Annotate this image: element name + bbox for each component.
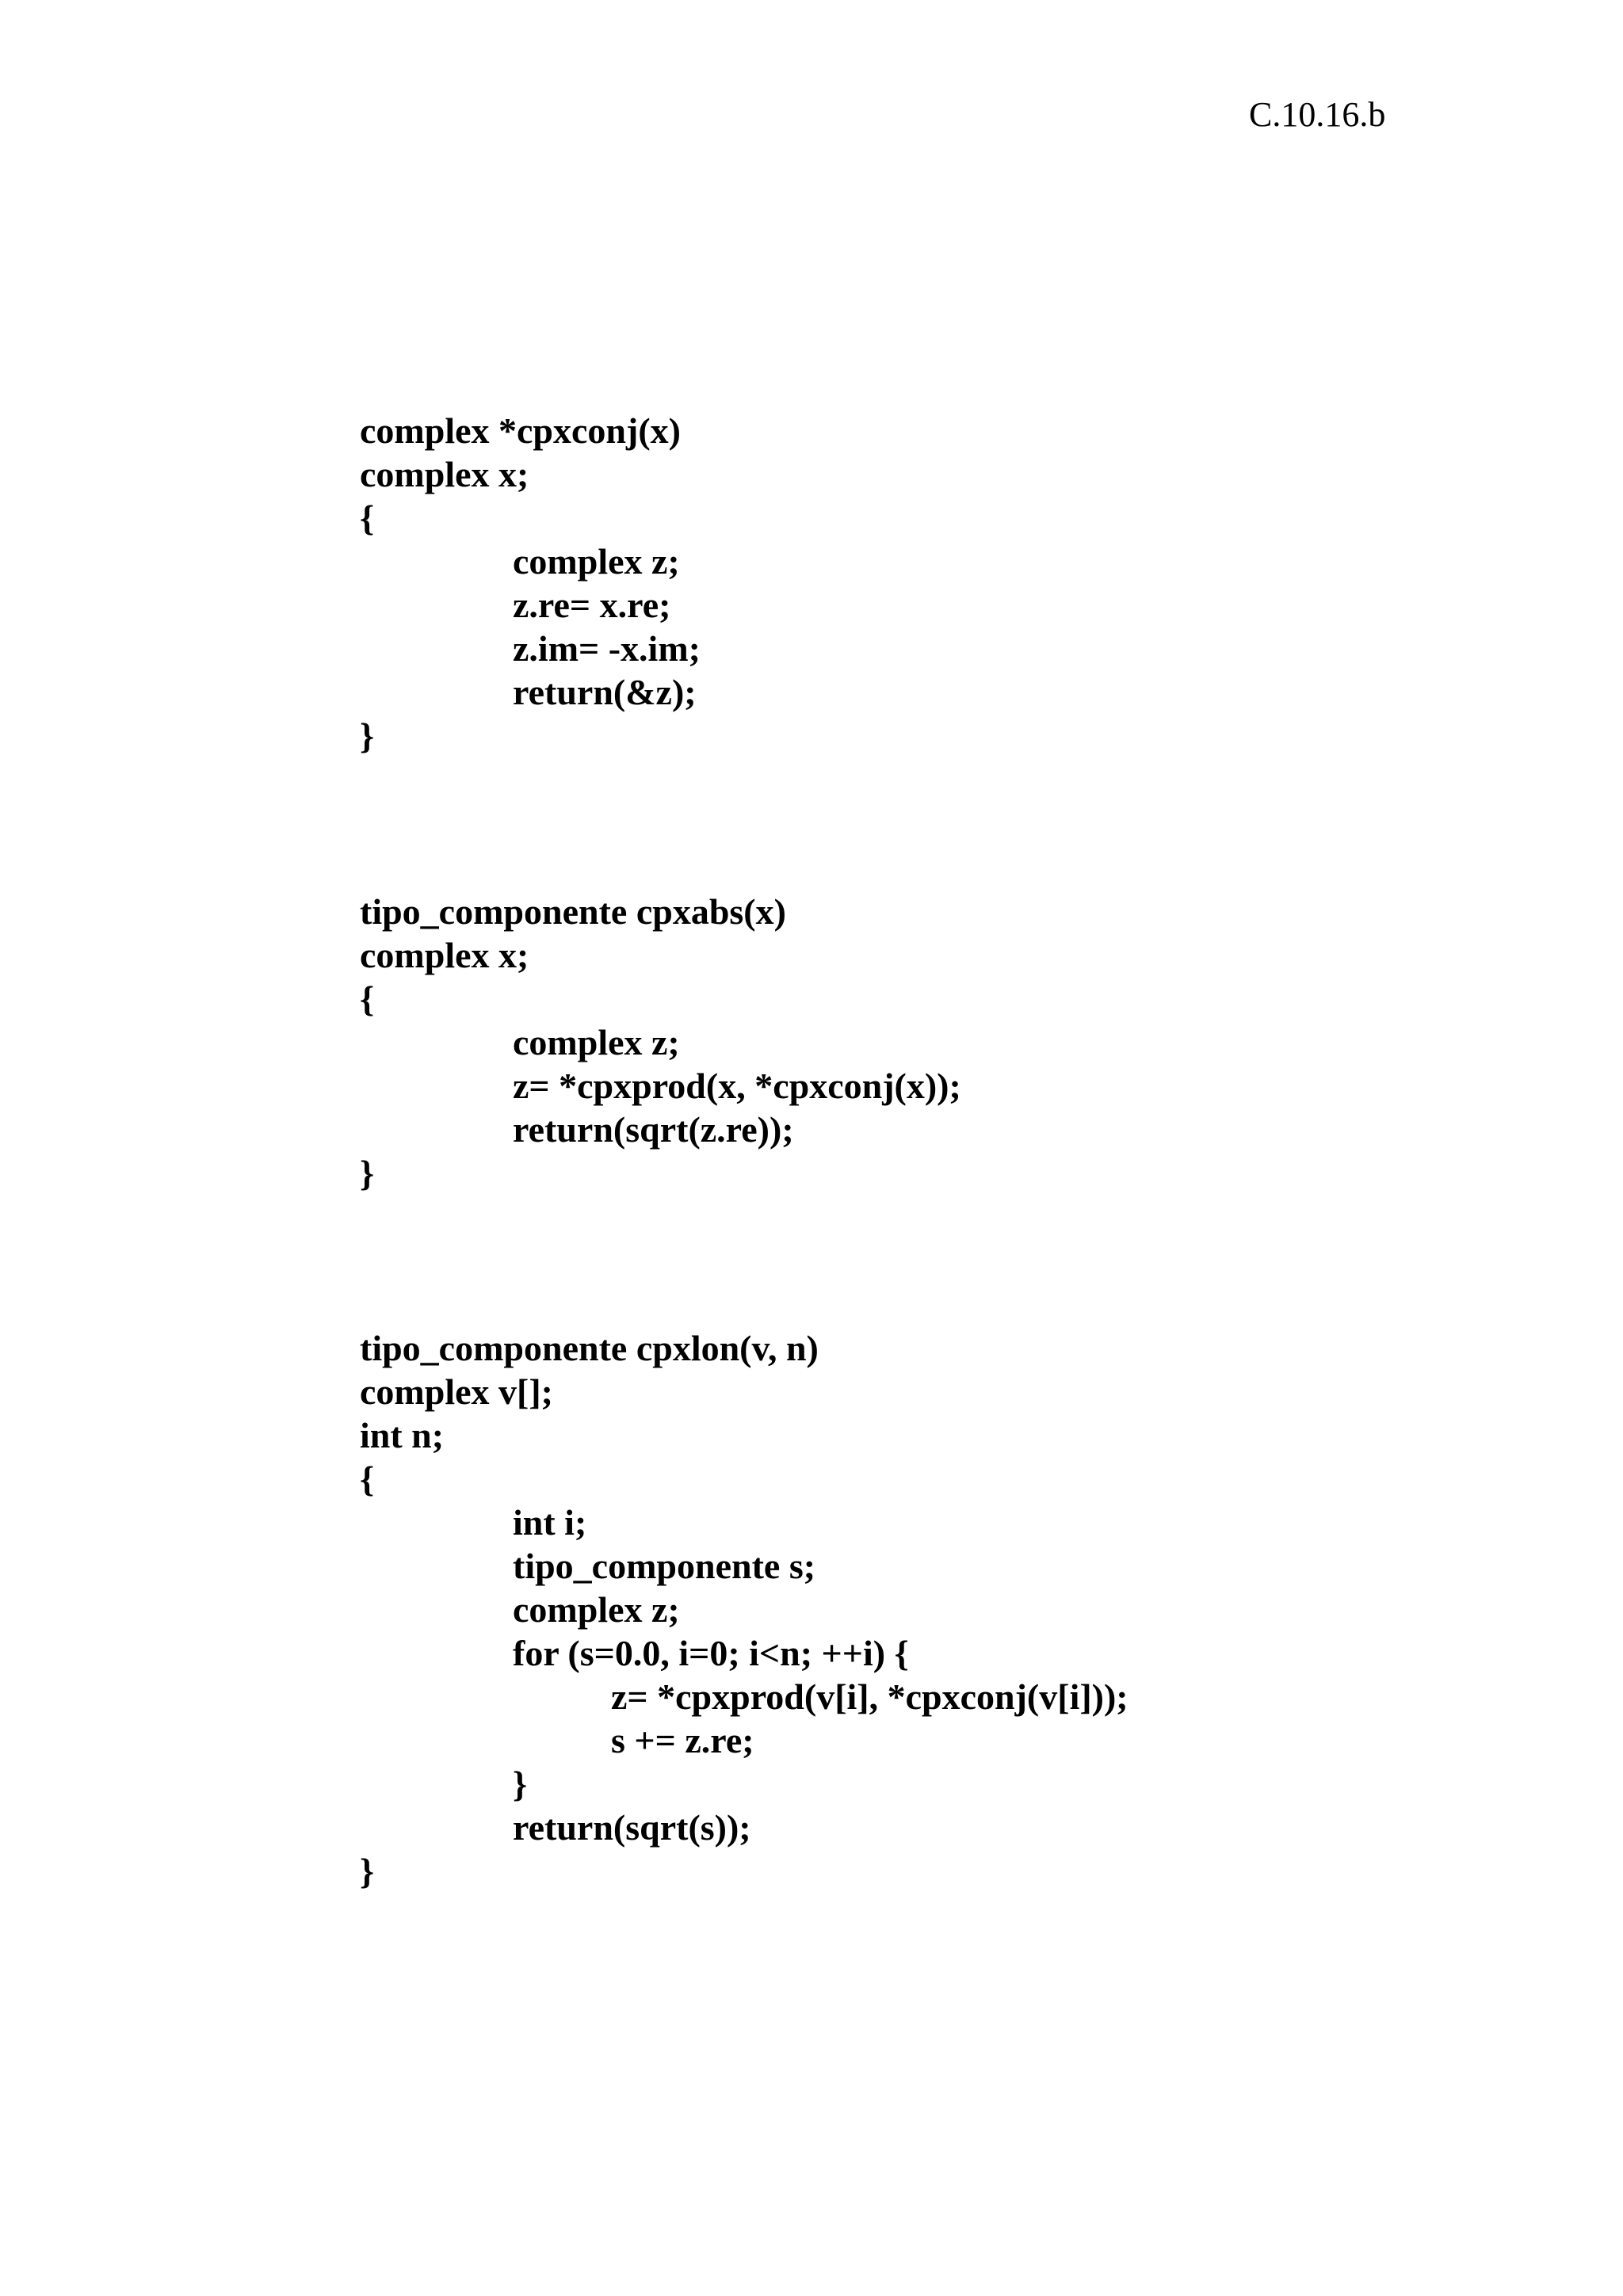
page-reference: C.10.16.b — [1249, 95, 1386, 134]
code-line: z= *cpxprod(x, *cpxconj(x)); — [513, 1066, 961, 1106]
code-line: } — [360, 715, 375, 756]
code-line: } — [360, 1153, 375, 1193]
code-line: return(sqrt(s)); — [513, 1807, 751, 1848]
code-line: return(sqrt(z.re)); — [513, 1109, 794, 1150]
code-line: complex *cpxconj(x) — [360, 410, 681, 451]
code-line: tipo_componente cpxabs(x) — [360, 891, 786, 932]
code-line: int i; — [513, 1502, 587, 1543]
code-line: complex x; — [360, 454, 529, 494]
code-line: tipo_componente s; — [513, 1546, 816, 1586]
code-line: z.re= x.re; — [513, 585, 671, 625]
code-line: complex z; — [513, 1589, 680, 1630]
code-line: { — [360, 1459, 375, 1499]
code-line: { — [360, 498, 375, 538]
code-line: } — [513, 1764, 528, 1804]
code-line: tipo_componente cpxlon(v, n) — [360, 1328, 819, 1368]
code-line: { — [360, 978, 375, 1019]
code-line: for (s=0.0, i=0; i<n; ++i) { — [513, 1633, 909, 1673]
code-block-cpxabs — [360, 890, 961, 1195]
code-line: complex z; — [513, 1022, 680, 1062]
code-line: int n; — [360, 1415, 445, 1455]
code-line: return(&z); — [513, 672, 697, 712]
code-block-cpxconj — [360, 409, 701, 757]
code-line: s += z.re; — [611, 1720, 754, 1760]
code-line: complex x; — [360, 935, 529, 975]
code-line: z= *cpxprod(v[i], *cpxconj(v[i])); — [611, 1676, 1128, 1717]
code-line: complex v[]; — [360, 1371, 553, 1412]
code-line: } — [360, 1851, 375, 1891]
code-line: complex z; — [513, 541, 680, 582]
code-block-cpxlon — [360, 1326, 1128, 1893]
code-line: z.im= -x.im; — [513, 628, 701, 669]
